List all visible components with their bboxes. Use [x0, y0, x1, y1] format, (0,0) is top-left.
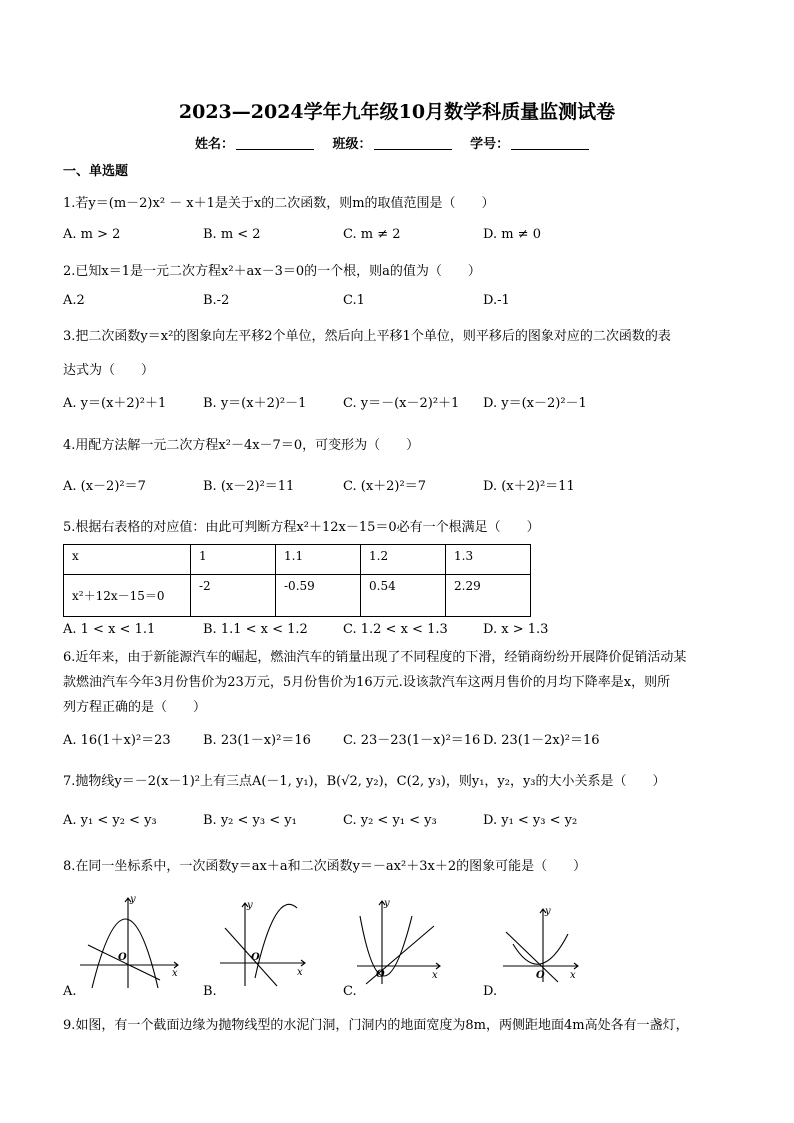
q7-option-d: D. y₁ < y₃ < y₂ [483, 813, 578, 828]
q1-option-a: A. m > 2 [63, 227, 121, 242]
q4-option-b: B. (x－2)²＝11 [203, 479, 295, 494]
q4-option-a: A. (x－2)²＝7 [63, 479, 146, 494]
q1-option-d: D. m ≠ 0 [483, 227, 541, 242]
question-7: 7.抛物线y＝－2(x－1)²上有三点A(－1, y₁)，B(√2, y₂)，C(2, y₃)，则y₁，y₂，y₃的大小关系是（ ） [63, 774, 666, 789]
table-cell: 0.54 [361, 575, 446, 617]
question-3-line2: 达式为（ ） [63, 363, 155, 378]
question-6-line3: 列方程正确的是（ ） [63, 700, 207, 715]
question-3-line1: 3.把二次函数y＝x²的图象向左平移2个单位，然后向上平移1个单位，则平移后的图象对应的二次函数的表 [63, 329, 671, 344]
q5-option-a: A. 1 < x < 1.1 [63, 622, 156, 637]
id-label: 学号： [470, 137, 510, 152]
x-axis-label: x [570, 970, 576, 981]
question-9: 9.如图，有一个截面边缘为抛物线型的水泥门洞，门洞内的地面宽度为8m，两侧距地面4m高处各有一盏灯， [63, 1018, 689, 1033]
q5-option-d: D. x > 1.3 [483, 622, 549, 637]
section-heading: 一、单选题 [63, 164, 129, 179]
q2-option-a: A.2 [63, 293, 85, 308]
y-axis-label: y [247, 900, 253, 911]
q3-option-a: A. y＝(x＋2)²＋1 [63, 396, 167, 411]
q2-option-d: D.-1 [483, 293, 510, 308]
class-label: 班级： [332, 137, 372, 152]
q7-option-b: B. y₂ < y₃ < y₁ [203, 813, 297, 828]
graph-c [352, 896, 452, 986]
q2-option-c: C.1 [343, 293, 365, 308]
table-cell: x²＋12x－15＝0 [64, 575, 191, 617]
student-info [195, 133, 603, 152]
q6-option-c: C. 23－23(1－x)²＝16 [343, 733, 481, 748]
name-blank[interactable] [236, 137, 314, 150]
q1-option-b: B. m < 2 [203, 227, 261, 242]
q3-option-d: D. y＝(x－2)²－1 [483, 396, 587, 411]
q6-option-d: D. 23(1－2x)²＝16 [483, 733, 600, 748]
table-cell: 2.29 [446, 575, 531, 617]
class-blank[interactable] [374, 137, 452, 150]
q3-option-c: C. y＝－(x－2)²＋1 [343, 396, 460, 411]
origin-label: O [251, 952, 260, 963]
graph-a-label: A. [63, 984, 77, 999]
question-6-line1: 6.近年来，由于新能源汽车的崛起，燃油汽车的销量出现了不同程度的下滑，经销商纷纷开展降价促销活动某 [63, 650, 687, 665]
question-6-line2: 款燃油汽车今年3月份售价为23万元，5月份售价为16万元.设该款汽车这两月售价的月均下降率是x，则所 [63, 675, 671, 690]
question-4: 4.用配方法解一元二次方程x²－4x－7＝0，可变形为（ ） [63, 438, 420, 453]
origin-label: O [536, 970, 545, 981]
q3-option-b: B. y＝(x＋2)²－1 [203, 396, 307, 411]
table-cell: x [64, 545, 191, 575]
table-cell: 1.2 [361, 545, 446, 575]
origin-label: O [118, 952, 127, 963]
x-axis-label: x [432, 970, 438, 981]
x-axis-label: x [297, 967, 303, 978]
table-row [64, 575, 531, 617]
q4-option-d: D. (x＋2)²＝11 [483, 479, 575, 494]
question-8: 8.在同一坐标系中，一次函数y＝ax＋a和二次函数y＝－ax²＋3x＋2的图象可能是（ ） [63, 859, 587, 874]
table-cell: 1 [191, 545, 276, 575]
q5-option-c: C. 1.2 < x < 1.3 [343, 622, 448, 637]
table-cell: -0.59 [276, 575, 361, 617]
name-label: 姓名： [195, 137, 235, 152]
question-2: 2.已知x＝1是一元二次方程x²＋ax－3＝0的一个根，则a的值为（ ） [63, 264, 481, 279]
q6-option-a: A. 16(1＋x)²＝23 [63, 733, 171, 748]
graph-d-label: D. [483, 984, 498, 999]
question-5: 5.根据右表格的对应值：由此可判断方程x²＋12x－15＝0必有一个根满足（ ） [63, 520, 540, 535]
table-row [64, 545, 531, 575]
q7-option-c: C. y₂ < y₁ < y₃ [343, 813, 437, 828]
graph-b-label: B. [203, 984, 217, 999]
id-blank[interactable] [511, 137, 589, 150]
origin-label: O [376, 969, 385, 980]
values-table [63, 544, 531, 617]
q2-option-b: B.-2 [203, 293, 230, 308]
q5-option-b: B. 1.1 < x < 1.2 [203, 622, 308, 637]
question-1: 1.若y＝(m－2)x² － x＋1是关于x的二次函数，则m的取值范围是（ ） [63, 196, 495, 211]
q4-option-c: C. (x＋2)²＝7 [343, 479, 426, 494]
graph-b [215, 898, 315, 988]
y-axis-label: y [384, 898, 390, 909]
graph-c-label: C. [343, 984, 357, 999]
graph-a [78, 890, 190, 990]
exam-title: 2023—2024学年九年级10月数学科质量监测试卷 [178, 101, 616, 123]
y-axis-label: y [545, 906, 551, 917]
q6-option-b: B. 23(1－x)²＝16 [203, 733, 311, 748]
table-cell: -2 [191, 575, 276, 617]
x-axis-label: x [172, 968, 178, 979]
table-cell: 1.1 [276, 545, 361, 575]
graph-d [498, 904, 588, 984]
q1-option-c: C. m ≠ 2 [343, 227, 401, 242]
table-cell: 1.3 [446, 545, 531, 575]
y-axis-label: y [130, 894, 136, 905]
q7-option-a: A. y₁ < y₂ < y₃ [63, 813, 157, 828]
